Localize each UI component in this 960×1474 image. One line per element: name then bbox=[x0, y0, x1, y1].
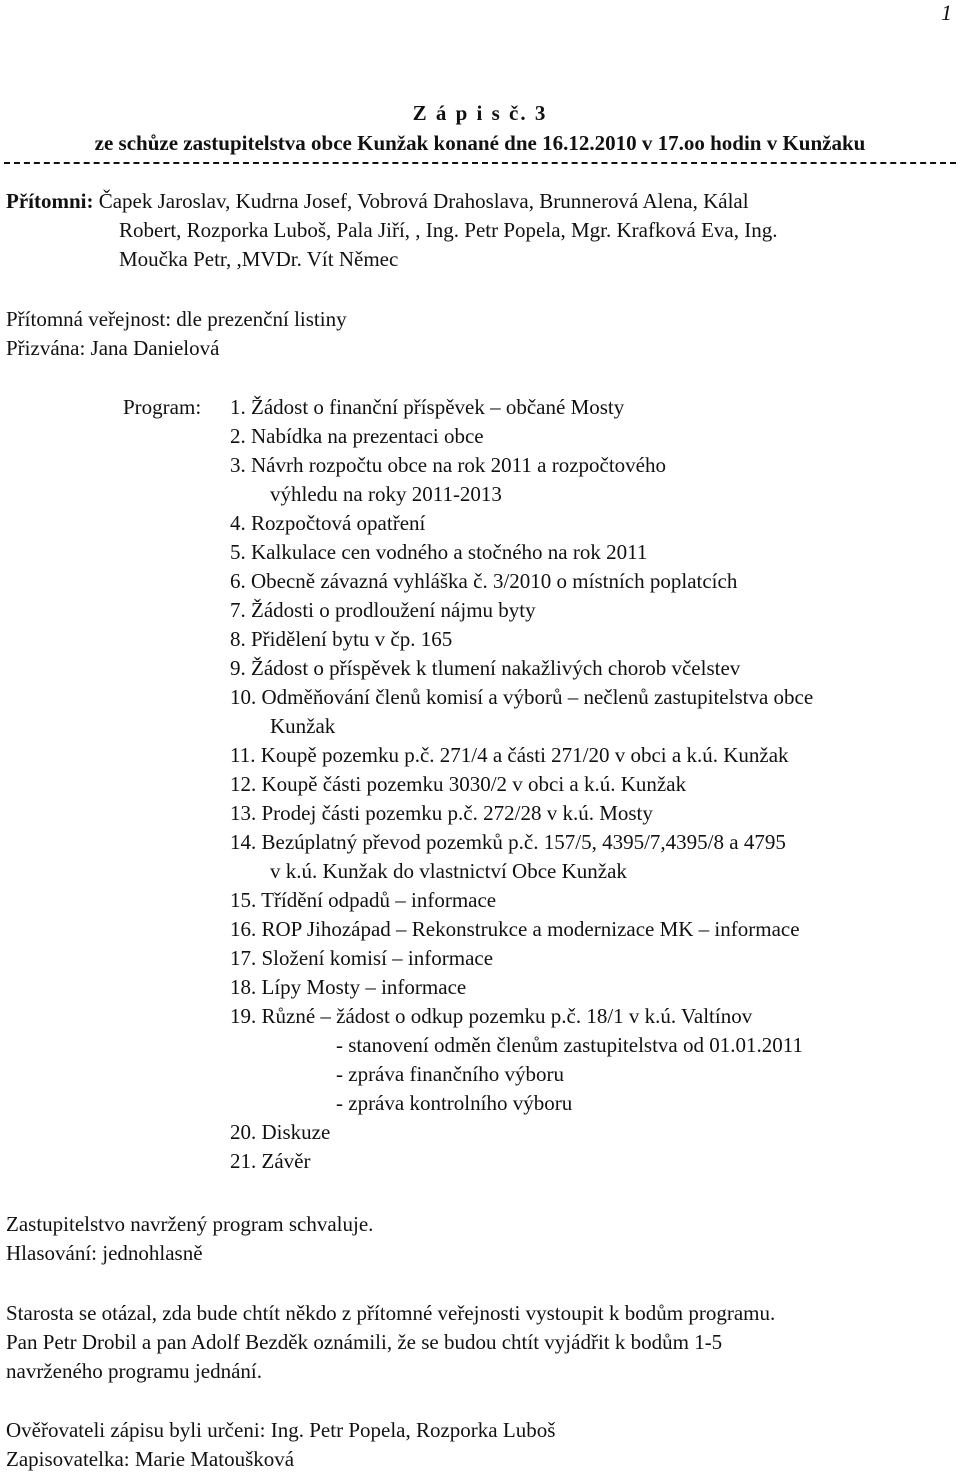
attendees-line-2: Robert, Rozporka Luboš, Pala Jiří, , Ing. Petr Popela, Mgr. Krafková Eva, Ing. bbox=[119, 218, 778, 242]
program-item bbox=[230, 944, 950, 973]
program-item bbox=[230, 567, 950, 596]
program-item-number: 2. bbox=[230, 424, 246, 448]
attendees-line-1: Čapek Jaroslav, Kudrna Josef, Vobrová Drahoslava, Brunnerová Alena, Kálal bbox=[93, 189, 749, 213]
program-item bbox=[230, 451, 950, 480]
program-item bbox=[230, 915, 950, 944]
title-line-1: Z á p i s č. 3 bbox=[412, 101, 548, 125]
attendees-block bbox=[6, 187, 946, 274]
program-item-text: Prodej části pozemku p.č. 272/28 v k.ú. Mosty bbox=[261, 801, 653, 825]
program-item bbox=[230, 596, 950, 625]
program-item bbox=[230, 625, 950, 654]
program-item-text: Žádosti o prodloužení nájmu byty bbox=[251, 598, 536, 622]
program-item-number: 20. bbox=[230, 1120, 257, 1144]
program-item-text: Koupě pozemku p.č. 271/4 a části 271/20 v obci a k.ú. Kunžak bbox=[260, 743, 789, 767]
program-item-number: 17. bbox=[230, 946, 257, 970]
program-item-number: 13. bbox=[230, 801, 257, 825]
program-item-number: 9. bbox=[230, 656, 246, 680]
program-sub-item: - zpráva kontrolního výboru bbox=[336, 1091, 573, 1115]
program-item-number: 10. bbox=[230, 685, 257, 709]
program-item-text: Návrh rozpočtu obce na rok 2011 a rozpočtového bbox=[251, 453, 666, 477]
verifiers: Ověřovateli zápisu byli určeni: Ing. Petr Popela, Rozporka Luboš bbox=[6, 1418, 556, 1442]
mayor-question: Starosta se otázal, zda bude chtít někdo z přítomné veřejnosti vystoupit k bodům programu. bbox=[6, 1301, 776, 1325]
program-item bbox=[230, 654, 950, 683]
program-item-continuation: Kunžak bbox=[270, 714, 336, 738]
program-item-text: Odměňování členů komisí a výborů – nečlenů zastupitelstva obce bbox=[261, 685, 814, 709]
program-item-text: Kalkulace cen vodného a stočného na rok 2011 bbox=[251, 540, 648, 564]
program-item-number: 12. bbox=[230, 772, 257, 796]
program-item bbox=[230, 886, 950, 915]
program-item bbox=[230, 799, 950, 828]
program-item-text: Různé – žádost o odkup pozemku p.č. 18/1 v k.ú. Valtínov bbox=[261, 1004, 753, 1028]
program-item bbox=[230, 509, 950, 538]
program-item-text: Třídění odpadů – informace bbox=[261, 888, 497, 912]
program-item-text: Složení komisí – informace bbox=[261, 946, 494, 970]
program-item-number: 1. bbox=[230, 395, 246, 419]
dashed-divider bbox=[4, 162, 956, 164]
program-item bbox=[230, 538, 950, 567]
attendees-line-3: Moučka Petr, ,MVDr. Vít Němec bbox=[119, 247, 399, 271]
program-item-number: 7. bbox=[230, 598, 246, 622]
public-presence: Přítomná veřejnost: dle prezenční listiny bbox=[6, 307, 347, 331]
program-item bbox=[230, 770, 950, 799]
program-item-text: Přidělení bytu v čp. 165 bbox=[251, 627, 453, 651]
program-sub-item: - stanovení odměn členům zastupitelstva od 01.01.2011 bbox=[336, 1033, 803, 1057]
program-item-number: 6. bbox=[230, 569, 246, 593]
program-item-number: 18. bbox=[230, 975, 257, 999]
attendees-label: Přítomni: bbox=[6, 189, 94, 213]
program-item-text: Žádost o příspěvek k tlumení nakažlivých chorob včelstev bbox=[251, 656, 741, 680]
program-item-continuation: výhledu na roky 2011-2013 bbox=[270, 482, 502, 506]
invited: Přizvána: Jana Danielová bbox=[6, 336, 220, 360]
program-item-text: Závěr bbox=[261, 1149, 311, 1173]
statement-line-2: navrženého programu jednání. bbox=[6, 1359, 262, 1383]
program-item bbox=[230, 1118, 950, 1147]
program-item-text: Diskuze bbox=[261, 1120, 331, 1144]
program-item-number: 3. bbox=[230, 453, 246, 477]
program-item-number: 19. bbox=[230, 1004, 257, 1028]
program-item bbox=[230, 393, 950, 422]
program-item-number: 16. bbox=[230, 917, 257, 941]
program-item-text: Koupě části pozemku 3030/2 v obci a k.ú. Kunžak bbox=[261, 772, 687, 796]
statement-line-1: Pan Petr Drobil a pan Adolf Bezděk oznámili, že se budou chtít vyjádřit k bodům 1-5 bbox=[6, 1330, 723, 1354]
program-list bbox=[230, 393, 950, 1176]
program-item-number: 5. bbox=[230, 540, 246, 564]
program-item-text: Nabídka na prezentaci obce bbox=[251, 424, 484, 448]
program-item bbox=[230, 683, 950, 712]
program-item-text: Rozpočtová opatření bbox=[251, 511, 426, 535]
page-number: 1 bbox=[941, 0, 952, 25]
title-line-2: ze schůze zastupitelstva obce Kunžak konané dne 16.12.2010 v 17.oo hodin v Kunžaku bbox=[94, 131, 866, 155]
program-item-number: 14. bbox=[230, 830, 257, 854]
program-item bbox=[230, 422, 950, 451]
program-item-number: 11. bbox=[230, 743, 256, 767]
program-item bbox=[230, 973, 950, 1002]
program-item bbox=[230, 828, 950, 857]
program-item-continuation: v k.ú. Kunžak do vlastnictví Obce Kunžak bbox=[270, 859, 627, 883]
document-title bbox=[0, 98, 960, 158]
program-item-text: ROP Jihozápad – Rekonstrukce a modernizace MK – informace bbox=[261, 917, 800, 941]
program-item-number: 21. bbox=[230, 1149, 257, 1173]
program-item-text: Lípy Mosty – informace bbox=[261, 975, 467, 999]
program-item-number: 4. bbox=[230, 511, 246, 535]
program-item bbox=[230, 741, 950, 770]
recorder: Zapisovatelka: Marie Matoušková bbox=[6, 1447, 295, 1471]
program-item bbox=[230, 1002, 950, 1031]
program-item bbox=[230, 1147, 950, 1176]
voting-text: Hlasování: jednohlasně bbox=[6, 1241, 203, 1265]
program-item-number: 8. bbox=[230, 627, 246, 651]
program-label: Program: bbox=[123, 395, 202, 419]
program-item-text: Bezúplatný převod pozemků p.č. 157/5, 4395/7,4395/8 a 4795 bbox=[261, 830, 786, 854]
approval-text: Zastupitelstvo navržený program schvaluje. bbox=[6, 1212, 374, 1236]
program-item-text: Žádost o finanční příspěvek – občané Mosty bbox=[251, 395, 625, 419]
program-sub-item: - zpráva finančního výboru bbox=[336, 1062, 564, 1086]
program-item-number: 15. bbox=[230, 888, 257, 912]
program-item-text: Obecně závazná vyhláška č. 3/2010 o místních poplatcích bbox=[251, 569, 738, 593]
